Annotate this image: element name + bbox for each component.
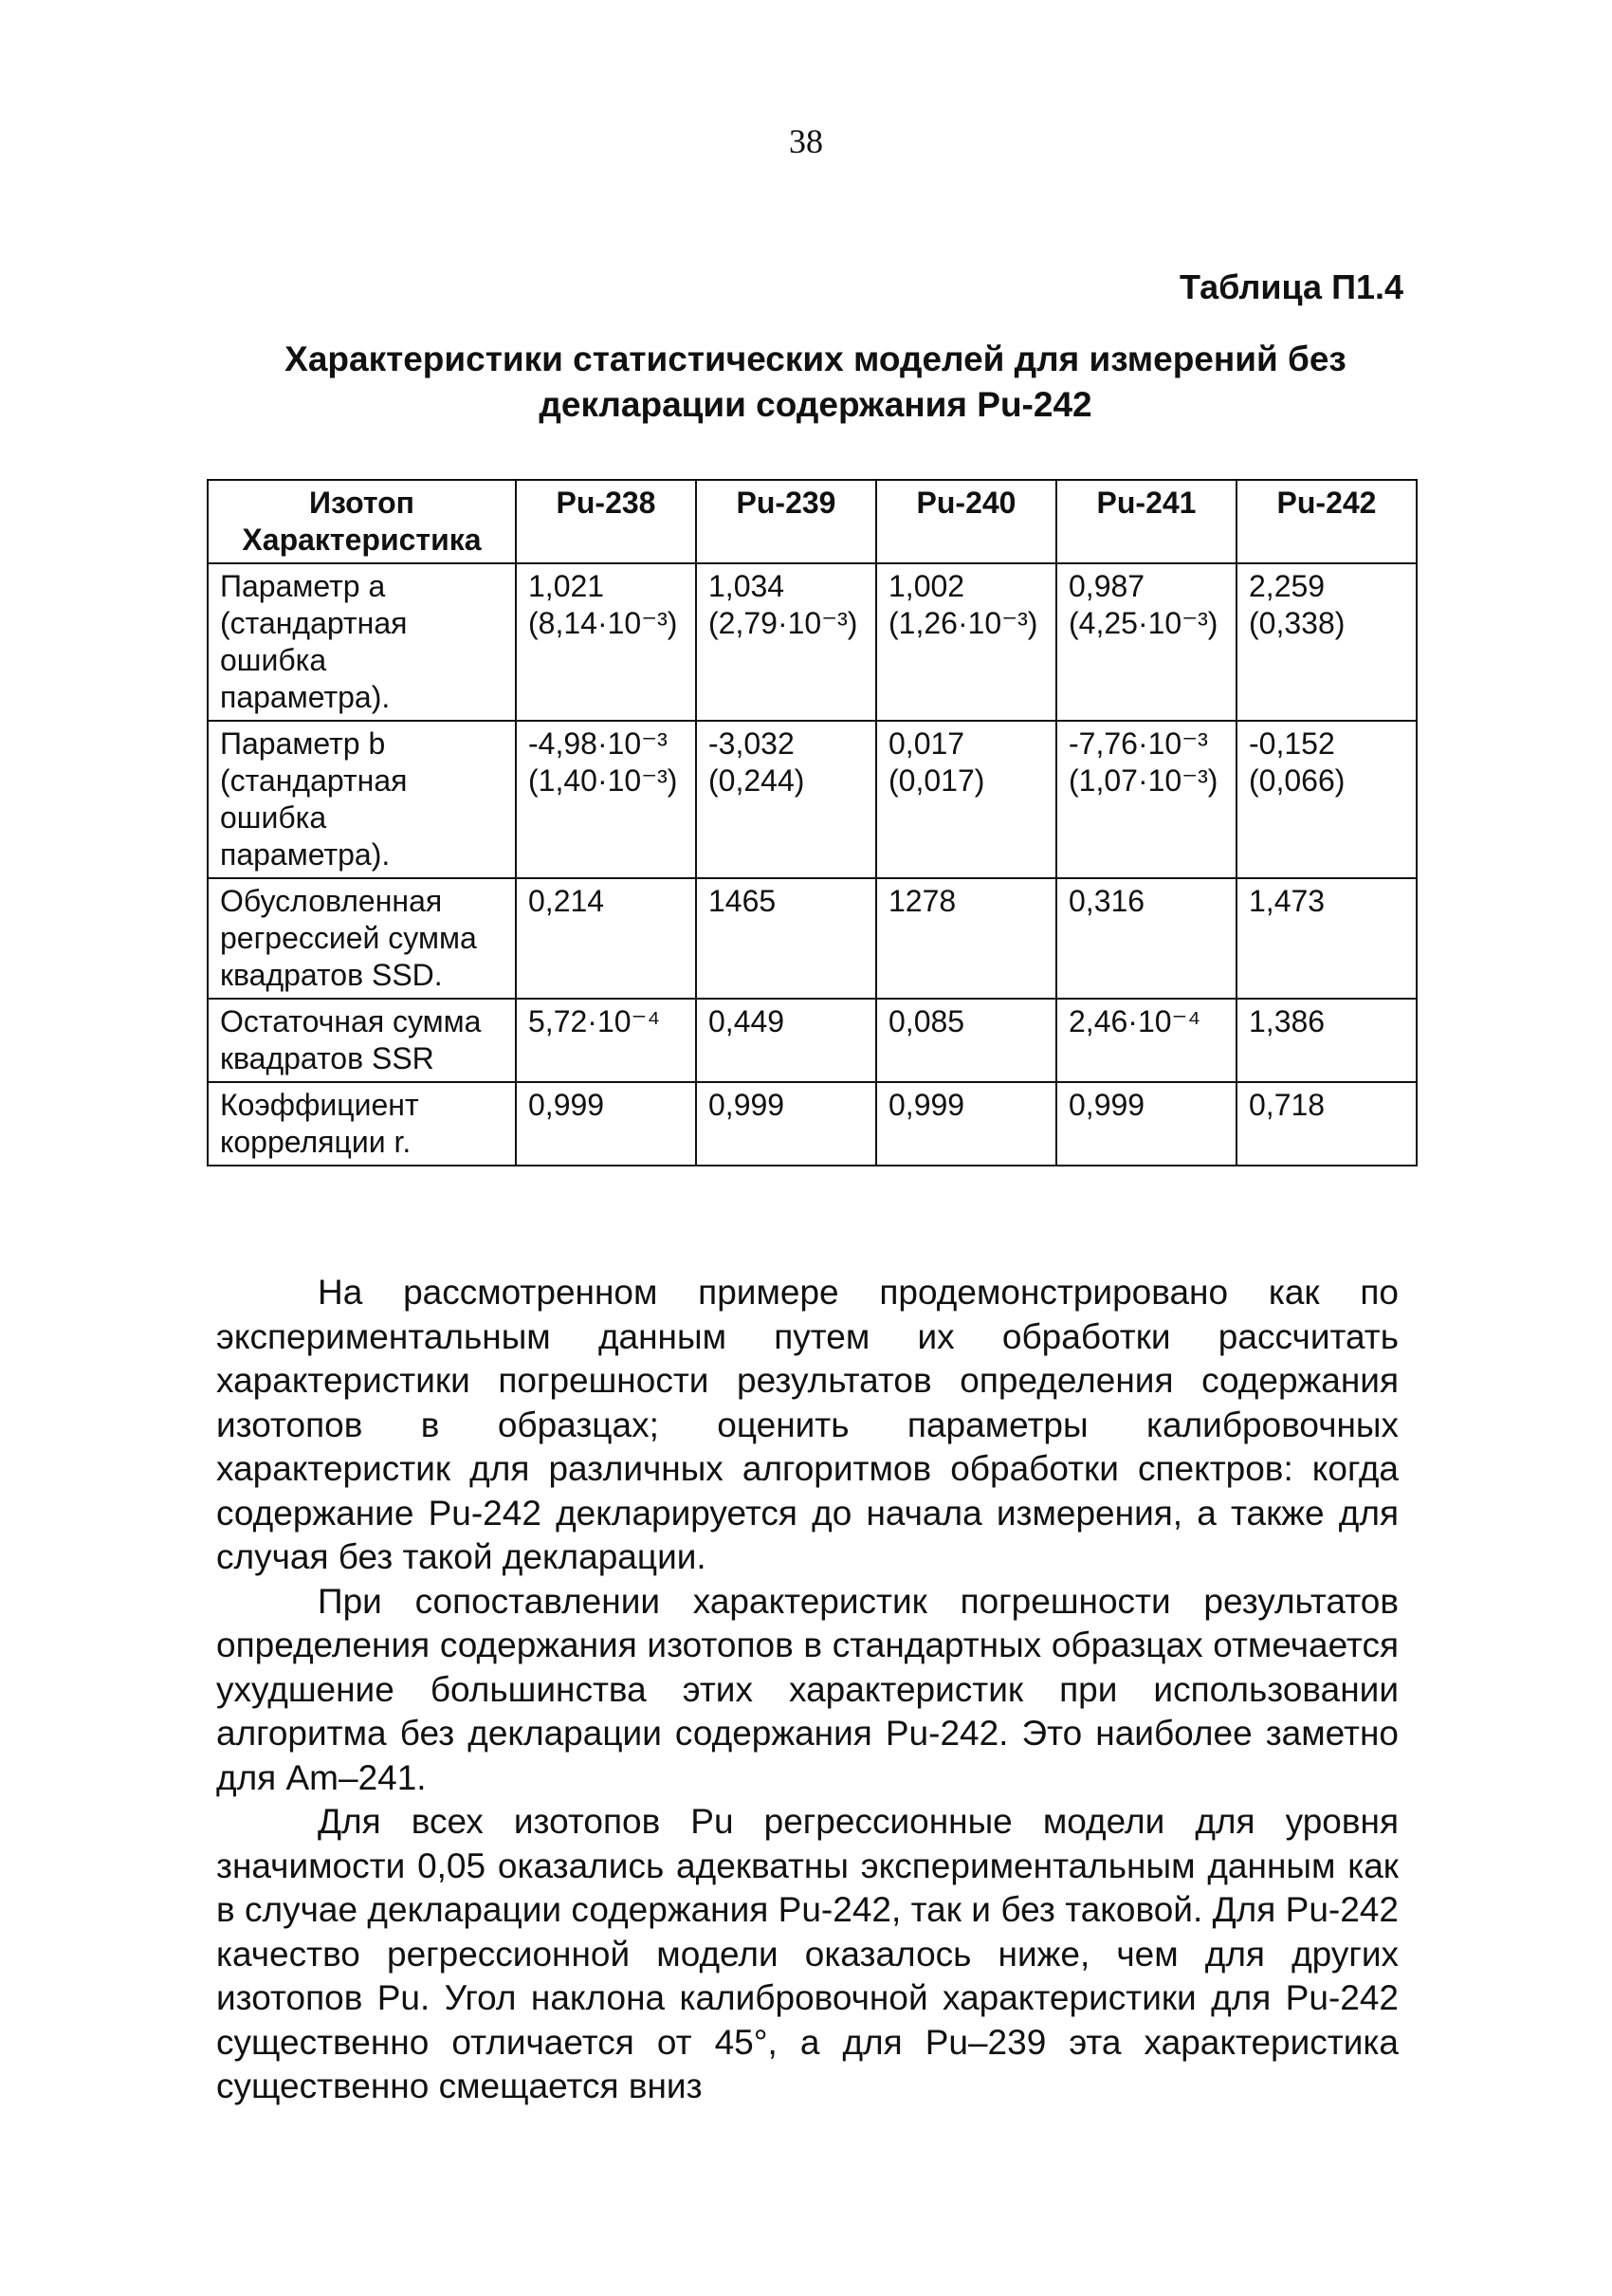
table-cell: 0,987 (4,25·10⁻³) [1056, 563, 1236, 721]
table-cell: 2,259 (0,338) [1236, 563, 1417, 721]
column-header: Pu-242 [1236, 480, 1417, 563]
title-line-2: декларации содержания Pu-242 [539, 385, 1092, 424]
table-cell: -7,76·10⁻³ (1,07·10⁻³) [1056, 721, 1236, 878]
table-cell: 1,002 (1,26·10⁻³) [876, 563, 1056, 721]
table-cell: -3,032 (0,244) [696, 721, 876, 878]
column-header: Pu-238 [516, 480, 696, 563]
page-number: 38 [789, 122, 823, 160]
row-label: Остаточная сумма квадратов SSR [208, 999, 516, 1082]
header-isotope-label: Изотоп [309, 486, 414, 520]
table-cell: 0,999 [876, 1082, 1056, 1166]
column-header: Pu-239 [696, 480, 876, 563]
row-label: Параметр b (стандартная ошибка параметра). [208, 721, 516, 878]
table-cell: 1278 [876, 878, 1056, 999]
table-cell: 1,386 [1236, 999, 1417, 1082]
table-row [208, 999, 1417, 1082]
table-cell: 0,999 [696, 1082, 876, 1166]
table-cell: 1465 [696, 878, 876, 999]
table-cell: 0,085 [876, 999, 1056, 1082]
table-cell: 1,473 [1236, 878, 1417, 999]
document-title [204, 337, 1427, 428]
title-line-1: Характеристики статистических моделей для измерений без [284, 340, 1346, 378]
table-row [208, 1082, 1417, 1166]
row-label: Обусловленная регрессией сумма квадратов SSD. [208, 878, 516, 999]
column-header: Pu-241 [1056, 480, 1236, 563]
table-cell: 1,034 (2,79·10⁻³) [696, 563, 876, 721]
statistics-table [207, 479, 1418, 1166]
table-cell: 0,718 [1236, 1082, 1417, 1166]
column-header: Pu-240 [876, 480, 1056, 563]
table-cell: 0,449 [696, 999, 876, 1082]
table-row [208, 878, 1417, 999]
table-cell: 0,214 [516, 878, 696, 999]
table-cell: 0,999 [1056, 1082, 1236, 1166]
table-header-row [208, 480, 1417, 563]
table-cell: -4,98·10⁻³ (1,40·10⁻³) [516, 721, 696, 878]
table-cell: 5,72·10⁻⁴ [516, 999, 696, 1082]
table-label: Таблица П1.4 [1180, 267, 1403, 306]
row-label: Параметр a (стандартная ошибка параметра). [208, 563, 516, 721]
paragraph: При сопоставлении характеристик погрешности результатов определения содержания изотопов в стандартных образцах отмечается ухудшение большинства этих характеристик при использовании алгоритма без декларации содержания Pu-242. Это наиболее заметно для Am–241. [216, 1581, 1399, 1797]
table-cell: 1,021 (8,14·10⁻³) [516, 563, 696, 721]
table-cell: -0,152 (0,066) [1236, 721, 1417, 878]
paragraph: На рассмотренном примере продемонстрировано как по экспериментальным данным путем их обработки рассчитать характеристики погрешности результатов определения содержания изотопов в образцах; оценить параметры калибровочных характеристик для различных алгоритмов обработки спектров: когда содержание Pu-242 декларируется до начала измерения, а также для случая без такой декларации. [216, 1273, 1399, 1576]
body-text [216, 1271, 1399, 2109]
header-corner-cell [208, 480, 516, 563]
table-row [208, 563, 1417, 721]
table-cell: 0,316 [1056, 878, 1236, 999]
table-cell: 0,017 (0,017) [876, 721, 1056, 878]
paragraph: Для всех изотопов Pu регрессионные модели для уровня значимости 0,05 оказались адекватны экспериментальным данным как в случае декларации содержания Pu-242, так и без таковой. Для Pu-242 качество регрессионной модели оказалось ниже, чем для других изотопов Pu. Угол наклона калибровочной характеристики для Pu-242 существенно отличается от 45°, а для Pu–239 эта характеристика существенно смещается вниз [216, 1802, 1399, 2105]
row-label: Коэффициент корреляции r. [208, 1082, 516, 1166]
table-row [208, 721, 1417, 878]
table-cell: 0,999 [516, 1082, 696, 1166]
header-characteristic-label: Характеристика [242, 523, 482, 557]
table-cell: 2,46·10⁻⁴ [1056, 999, 1236, 1082]
